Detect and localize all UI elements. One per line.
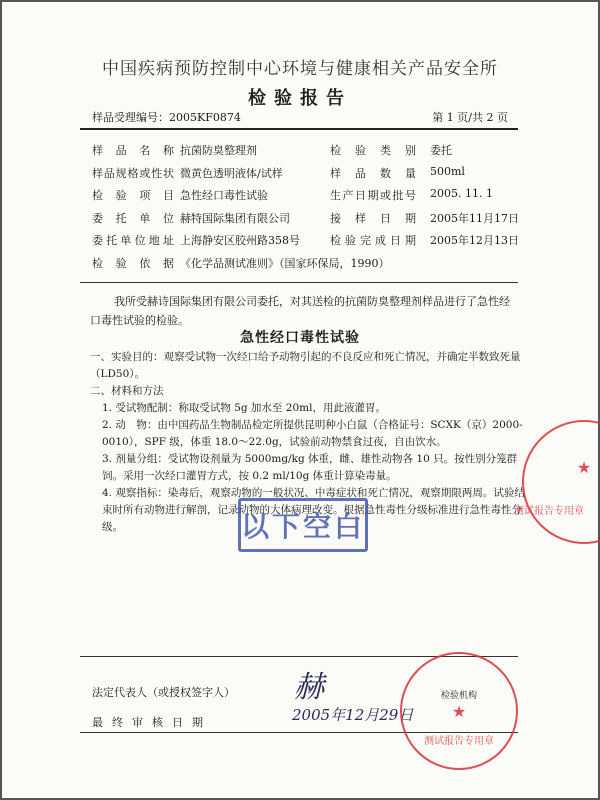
info-value: 《化学品测试准则》（国家环保局，1990） bbox=[180, 256, 390, 270]
body-paragraph: 3. 剂量分组：受试物设剂量为 5000mg/kg 体重，雌、雄性动物各 10 只。按性别分笼群饲。采用一次经口灌胃方式，按 0.2 ml/10g 体重计算染毒量。 bbox=[102, 453, 518, 482]
info-label: 样品名称 bbox=[92, 144, 174, 157]
info-label: 检验类别 bbox=[330, 144, 416, 157]
info-label: 委托单位 bbox=[92, 211, 174, 225]
info-row bbox=[92, 210, 532, 233]
report-title: 检验报告 bbox=[248, 88, 352, 109]
date-label: 最终审核日期 bbox=[92, 716, 212, 729]
official-seal bbox=[400, 652, 518, 770]
info-row bbox=[92, 232, 532, 255]
info-label: 生产日期或批号 bbox=[330, 189, 416, 202]
body-paragraph: 一、实验目的：观察受试物一次经口给予动物引起的不良反应和死亡情况，并确定半数致死量（LD50）。 bbox=[90, 351, 521, 380]
right-seal bbox=[514, 420, 600, 544]
header-divider bbox=[80, 128, 518, 130]
body-paragraph: 4. 观察指标：染毒后，观察动物的一般状况、中毒症状和死亡情况，观察期限两周。试验结束时所有动物进行解剖，记录动物的大体病理改变。根据急性毒性分级标准进行急性毒性分级。 bbox=[102, 487, 525, 533]
date-row bbox=[92, 714, 212, 730]
seal-star-icon: ★ bbox=[576, 458, 592, 477]
info-label: 委托单位地址 bbox=[92, 234, 174, 247]
info-value: 上海静安区胶州路358号 bbox=[180, 234, 300, 247]
info-label: 检验完成日期 bbox=[330, 234, 416, 247]
page-indicator: 第 1 页/共 2 页 bbox=[432, 111, 508, 124]
info-row bbox=[92, 255, 532, 278]
blank-below-stamp: 以下空白 bbox=[238, 498, 368, 552]
seal-star-icon: ★ bbox=[451, 702, 467, 721]
info-value: 急性经口毒性试验 bbox=[180, 189, 268, 202]
seal-inner-label: 检验机构 bbox=[440, 691, 477, 701]
review-date: 2005年12月29日 bbox=[292, 706, 414, 724]
body-paragraph: 1. 受试物配制：称取受试物 5g 加水至 20ml，用此液灌胃。 bbox=[102, 402, 386, 414]
rep-row bbox=[92, 684, 235, 700]
seal-label: 测试报告专用章 bbox=[514, 506, 584, 517]
info-row bbox=[92, 142, 532, 165]
info-label: 接样日期 bbox=[330, 211, 416, 225]
info-label: 检验依据 bbox=[92, 256, 174, 270]
sample-number: 样品受理编号：2005KF0874 bbox=[92, 111, 241, 124]
seal-label: 测试报告专用章 bbox=[424, 736, 494, 747]
info-value: 微黄色透明液体/试样 bbox=[180, 166, 283, 180]
rep-label: 法定代表人（或授权签字人） bbox=[92, 686, 235, 699]
intro-paragraph: 我所受赫诗国际集团有限公司委托，对其送检的抗菌防臭整理剂样品进行了急性经口毒性试验的检验。 bbox=[90, 295, 510, 327]
info-value: 2005年12月13日 bbox=[430, 234, 519, 247]
info-label: 检验项目 bbox=[92, 189, 174, 202]
section-title: 急性经口毒性试验 bbox=[240, 330, 360, 346]
meta-row bbox=[92, 109, 508, 125]
info-value: 2005. 11. 1 bbox=[430, 187, 493, 200]
info-label: 样品规格或性状 bbox=[92, 166, 174, 180]
info-table bbox=[92, 142, 532, 277]
info-value: 500ml bbox=[430, 164, 465, 178]
org-title: 中国疾病预防控制中心环境与健康相关产品安全所 bbox=[102, 59, 498, 79]
info-label: 样品数量 bbox=[330, 166, 416, 180]
info-row bbox=[92, 187, 532, 210]
info-value: 委托 bbox=[430, 144, 452, 157]
body-paragraph: 2. 动 物：由中国药品生物制品检定所提供昆明种小白鼠（合格证号：SCXK（京）2000-0010），SPF 级，体重 18.0～22.0g，试验前动物禁食过夜，自由饮水。 bbox=[102, 419, 523, 448]
info-value: 赫特国际集团有限公司 bbox=[180, 211, 290, 225]
body-paragraph: 二、材料和方法 bbox=[90, 385, 164, 397]
info-row bbox=[92, 165, 532, 188]
info-value: 2005年11月17日 bbox=[430, 211, 519, 225]
info-divider bbox=[80, 282, 518, 283]
rep-signature: 赫 bbox=[294, 670, 324, 705]
info-value: 抗菌防臭整理剂 bbox=[180, 144, 257, 157]
